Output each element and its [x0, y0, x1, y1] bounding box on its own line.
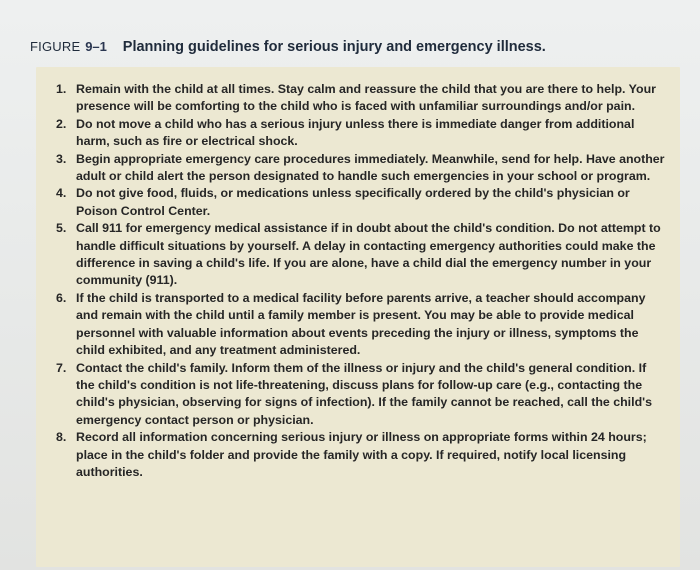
guidelines-list [56, 81, 668, 481]
guideline-item [56, 116, 668, 151]
guideline-text: Do not give food, fluids, or medications unless specifically ordered by the child's physician or Poison Control Center. [76, 186, 630, 218]
figure-label: FIGURE [30, 39, 81, 54]
guideline-text: Remain with the child at all times. Stay calm and reassure the child that you are there to help. Your presence will be comforting to the child who is faced with unfamiliar surroundings and/or pain. [76, 82, 656, 114]
guideline-number: 6. [56, 290, 67, 305]
figure-number: 9–1 [85, 39, 107, 54]
guideline-number: 7. [56, 360, 67, 375]
guideline-text: Call 911 for emergency medical assistance if in doubt about the child's condition. Do not attempt to handle difficult situations by yourself. A delay in contacting emergency authorities could make the difference in saving a child's life. If you are alone, have a child dial the emergency number in your community (911). [76, 221, 661, 288]
guideline-item [56, 151, 668, 186]
guideline-number: 3. [56, 151, 67, 166]
guideline-item [56, 220, 668, 290]
guideline-text: Record all information concerning serious injury or illness on appropriate forms within 24 hours; place in the child's folder and provide the family with a copy. If required, notify local licensing authorities. [76, 430, 647, 479]
guideline-number: 2. [56, 116, 67, 131]
figure-heading [30, 38, 546, 55]
guideline-text: Contact the child's family. Inform them of the illness or injury and the child's general condition. If the child's condition is not life-threatening, discuss plans for follow-up care (e.g., contacting the child's physician, observing for signs of infection). If the family cannot be reached, call the child's emergency contact person or physician. [76, 360, 652, 427]
guidelines-panel [36, 67, 680, 567]
guideline-number: 8. [56, 430, 67, 445]
guideline-item [56, 360, 668, 430]
guideline-item [56, 185, 668, 220]
guideline-item [56, 81, 668, 116]
guideline-text: Begin appropriate emergency care procedures immediately. Meanwhile, send for help. Have another adult or child alert the person designated to handle such emergencies in your school or program. [76, 151, 665, 184]
guideline-item [56, 429, 668, 481]
guideline-text: If the child is transported to a medical facility before parents arrive, a teacher should accompany and remain with the child until a family member is present. You may be able to provide medical personnel with valuable information about events preceding the injury or illness, symptoms the child exhibited, and any treatment administered. [76, 290, 646, 358]
guideline-text: Do not move a child who has a serious injury unless there is immediate danger from additional harm, such as fire or electrical shock. [76, 116, 635, 149]
guideline-number: 5. [56, 221, 67, 236]
guideline-item [56, 290, 668, 360]
figure-title: Planning guidelines for serious injury and emergency illness. [122, 39, 546, 55]
guideline-number: 1. [56, 82, 67, 96]
guideline-number: 4. [56, 186, 67, 201]
